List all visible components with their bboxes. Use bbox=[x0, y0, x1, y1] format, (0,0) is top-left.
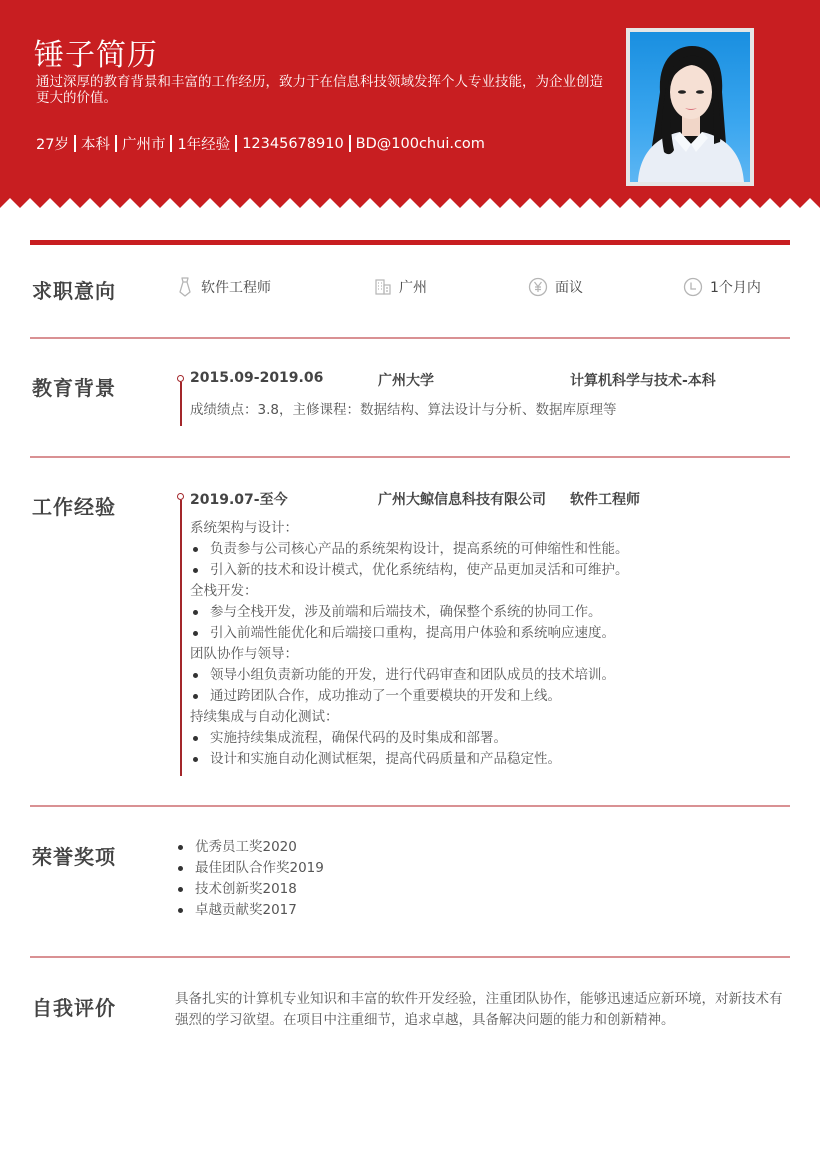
education-timeline bbox=[180, 382, 182, 426]
education-detail: 成绩绩点：3.8，主修课程：数据结构、算法设计与分析、数据库原理等 bbox=[190, 402, 617, 418]
award-item: 最佳团队合作奖2019 bbox=[175, 858, 324, 879]
separator bbox=[349, 135, 351, 152]
work-bullet: 设计和实施自动化测试框架，提高代码质量和产品稳定性。 bbox=[190, 749, 790, 770]
separator bbox=[115, 135, 117, 152]
work-group-heading: 持续集成与自动化测试： bbox=[190, 709, 339, 725]
self-eval-text: 具备扎实的计算机专业知识和丰富的软件开发经验，注重团队协作，能够迅速适应新环境，对新技术有强烈的学习欲望。在项目中注重细节，追求卓越，具备解决问题的能力和创新精神。 bbox=[175, 991, 783, 1028]
intent-availability-label: 1个月内 bbox=[710, 280, 761, 296]
experience-years: 1年经验 bbox=[177, 137, 231, 153]
work-group-heading: 团队协作与领导： bbox=[190, 646, 298, 662]
portrait-illustration bbox=[630, 32, 750, 182]
section-title-intent: 求职意向 bbox=[32, 279, 116, 303]
intent-salary bbox=[528, 277, 583, 297]
intent-salary-label: 面议 bbox=[555, 280, 583, 296]
work-bullet-list bbox=[190, 665, 790, 707]
work-bullet-list bbox=[190, 602, 790, 644]
education-major: 计算机科学与技术-本科 bbox=[570, 373, 716, 389]
section-title-education: 教育背景 bbox=[32, 376, 116, 400]
work-details bbox=[190, 518, 790, 770]
section-divider bbox=[30, 456, 790, 458]
intent-position bbox=[176, 277, 271, 297]
intent-position-label: 软件工程师 bbox=[201, 280, 271, 296]
work-bullet: 引入新的技术和设计模式，优化系统结构，使产品更加灵活和可维护。 bbox=[190, 560, 790, 581]
candidate-name: 锤子简历 bbox=[34, 38, 158, 73]
awards-list bbox=[175, 837, 324, 921]
resume-header bbox=[0, 0, 820, 210]
section-divider bbox=[30, 805, 790, 807]
award-item: 技术创新奖2018 bbox=[175, 879, 324, 900]
profile-photo bbox=[630, 32, 750, 182]
yen-icon bbox=[528, 277, 548, 297]
work-period: 2019.07-至今 bbox=[190, 492, 288, 508]
work-bullet: 负责参与公司核心产品的系统架构设计，提高系统的可伸缩性和性能。 bbox=[190, 539, 790, 560]
section-divider bbox=[30, 956, 790, 958]
work-bullet: 实施持续集成流程，确保代码的及时集成和部署。 bbox=[190, 728, 790, 749]
intent-city-label: 广州 bbox=[399, 280, 427, 296]
timeline-dot bbox=[177, 493, 184, 500]
separator bbox=[235, 135, 237, 152]
work-timeline bbox=[180, 500, 182, 776]
tie-icon bbox=[176, 277, 194, 297]
timeline-dot bbox=[177, 375, 184, 382]
work-position: 软件工程师 bbox=[570, 492, 640, 508]
contact-info bbox=[36, 133, 485, 154]
work-bullet: 领导小组负责新功能的开发，进行代码审查和团队成员的技术培训。 bbox=[190, 665, 790, 686]
building-icon bbox=[374, 278, 392, 296]
section-title-work: 工作经验 bbox=[32, 495, 116, 519]
clock-icon bbox=[683, 277, 703, 297]
zigzag-border bbox=[0, 197, 820, 209]
age: 27岁 bbox=[36, 137, 69, 153]
intent-city bbox=[374, 277, 427, 297]
work-bullet: 通过跨团队合作，成功推动了一个重要模块的开发和上线。 bbox=[190, 686, 790, 707]
candidate-intro: 通过深厚的教育背景和丰富的工作经历，致力于在信息科技领域发挥个人专业技能，为企业创造更大的价值。 bbox=[36, 74, 603, 106]
top-accent-rule bbox=[30, 240, 790, 245]
work-group-heading: 系统架构与设计： bbox=[190, 520, 298, 536]
city: 广州市 bbox=[121, 137, 166, 153]
section-title-awards: 荣誉奖项 bbox=[32, 845, 116, 869]
profile-photo-frame bbox=[626, 28, 754, 186]
degree: 本科 bbox=[80, 137, 110, 153]
phone: 12345678910 bbox=[242, 135, 344, 152]
work-bullet: 引入前端性能优化和后端接口重构，提高用户体验和系统响应速度。 bbox=[190, 623, 790, 644]
work-bullet: 参与全栈开发，涉及前端和后端技术，确保整个系统的协同工作。 bbox=[190, 602, 790, 623]
separator bbox=[74, 135, 76, 152]
separator bbox=[170, 135, 172, 152]
section-divider bbox=[30, 337, 790, 339]
education-school: 广州大学 bbox=[378, 373, 434, 389]
intent-availability bbox=[683, 277, 761, 297]
award-item: 优秀员工奖2020 bbox=[175, 837, 324, 858]
work-bullet-list bbox=[190, 539, 790, 581]
section-title-self-eval: 自我评价 bbox=[32, 996, 116, 1020]
education-period: 2015.09-2019.06 bbox=[190, 370, 324, 386]
work-group-heading: 全栈开发： bbox=[190, 583, 258, 599]
award-item: 卓越贡献奖2017 bbox=[175, 900, 324, 921]
email[interactable]: BD@100chui.com bbox=[355, 135, 485, 152]
work-company: 广州大鲸信息科技有限公司 bbox=[378, 492, 546, 508]
work-bullet-list bbox=[190, 728, 790, 770]
